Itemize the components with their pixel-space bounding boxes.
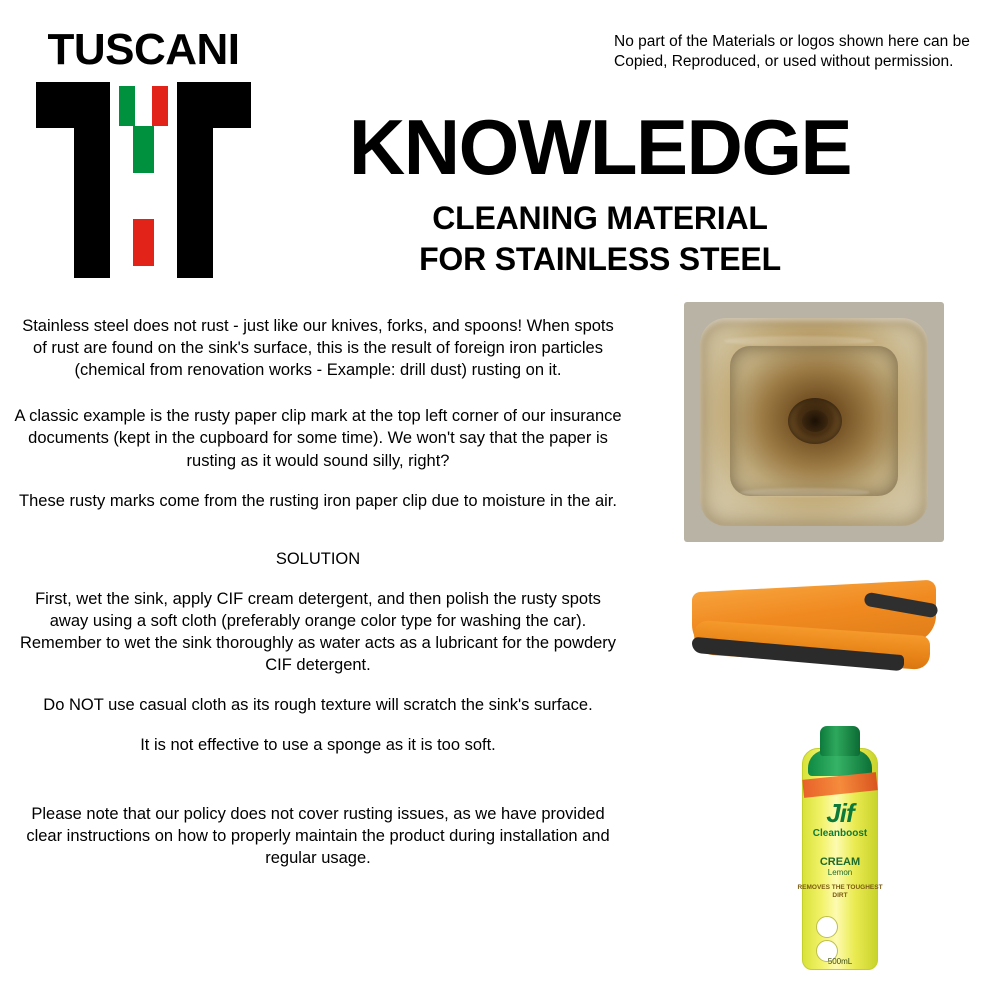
paragraph-1: Stainless steel does not rust - just like our knives, forks, and spoons! When spots of rust are found on the sink's surface, this is the result of foreign iron particles (chemical from renovation works - Example: drill dust) rusting on it. (22, 317, 614, 380)
copyright-notice: No part of the Materials or logos shown here can be Copied, Reproduced, or used without permission. (614, 33, 970, 71)
paragraph-5: Do NOT use casual cloth as its rough texture will scratch the sink's surface. (43, 696, 593, 715)
jif-cream-bottle-image (796, 726, 884, 974)
solution-heading: SOLUTION (275, 549, 361, 568)
rusty-sink-image (684, 302, 944, 542)
bottle-subbrand-label: Cleanboost (812, 828, 868, 839)
logo-t-mark (36, 82, 251, 278)
logo-wordmark: TUSCANI (47, 25, 240, 74)
paragraph-2: A classic example is the rusty paper clip mark at the top left corner of our insurance documents (kept in the cupboard for some time). We won't say that the paper is rusting as it would sound silly, right? (14, 407, 622, 470)
body-text-column (14, 315, 622, 869)
paragraph-7: Please note that our policy does not cover rusting issues, as we have provided clear instructions on how to properly maintain the product during installation and regular usage. (26, 804, 610, 867)
subtitle-line-2: FOR STAINLESS STEEL (419, 240, 781, 277)
subtitle-line-1: CLEANING MATERIAL (432, 200, 768, 236)
italian-flag-t-icon (119, 86, 168, 266)
bottle-volume-label: 500mL (827, 957, 853, 966)
bottle-claim-label: REMOVES THE TOUGHEST DIRT (797, 884, 883, 900)
page-title: KNOWLEDGE (348, 103, 852, 191)
logo-bar-stem-right (177, 128, 213, 278)
bottle-brand-label: Jif (826, 798, 854, 828)
paragraph-6: It is not effective to use a sponge as it is too soft. (140, 736, 496, 755)
bottle-variant-label: CREAM (819, 856, 861, 868)
page-subtitle (270, 198, 930, 280)
paragraph-3: These rusty marks come from the rusting iron paper clip due to moisture in the air. (19, 491, 617, 510)
tuscani-logo (34, 25, 264, 298)
bottle-cap (820, 726, 860, 756)
logo-bar-top-left (36, 82, 110, 128)
logo-bar-stem-left (74, 128, 110, 278)
bottle-scent-label: Lemon (827, 868, 853, 877)
logo-bar-top-right (177, 82, 251, 128)
paragraph-4: First, wet the sink, apply CIF cream detergent, and then polish the rusty spots away using a soft cloth (preferably orange color type for washing the car). Remember to wet the sink thoroughly as water acts as a lubricant for the powdery CIF detergent. (19, 589, 617, 675)
bottle-icon-badge-1 (816, 916, 838, 938)
orange-cloth-image (678, 574, 950, 682)
sink-rim-highlight (700, 318, 928, 526)
